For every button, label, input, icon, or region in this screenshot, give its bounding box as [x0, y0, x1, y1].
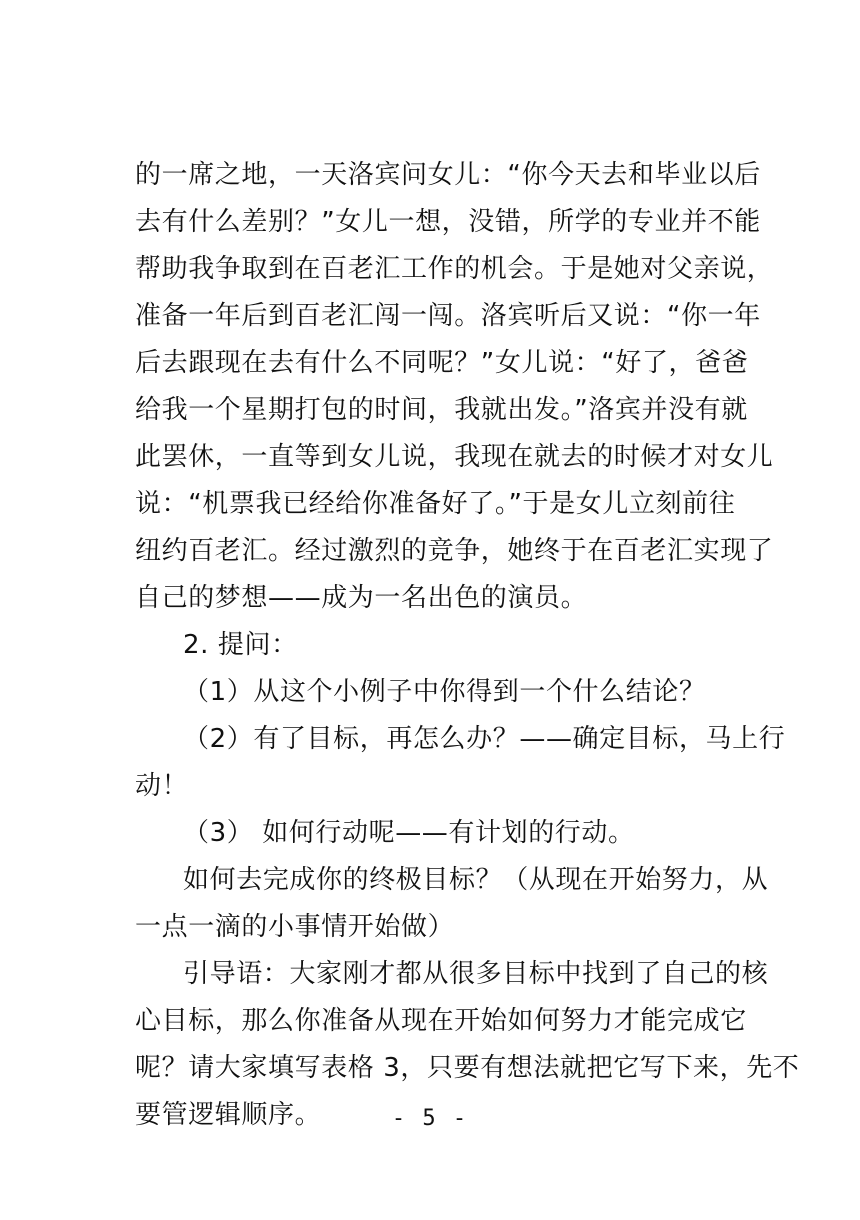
text-line: 的一席之地，一天洛宾问女儿：“你今天去和毕业以后 — [135, 160, 761, 190]
text-line: 动！ — [135, 771, 189, 801]
text-line: 心目标，那么你准备从现在开始如何努力才能完成它 — [135, 1006, 747, 1036]
question-item: （1）从这个小例子中你得到一个什么结论？ — [183, 677, 706, 707]
text-line: 准备一年后到百老汇闯一闯。洛宾听后又说：“你一年 — [135, 301, 761, 331]
section-heading: 2. 提问： — [183, 630, 298, 660]
text-line: 要管逻辑顺序。 — [135, 1100, 322, 1130]
page-number: - 5 - — [391, 1106, 469, 1131]
text-line: 去有什么差别？”女儿一想，没错，所学的专业并不能 — [135, 207, 761, 237]
text-line: 呢？请大家填写表格 3，只要有想法就把它写下来，先不 — [135, 1053, 800, 1083]
text-line: 说：“机票我已经给你准备好了。”于是女儿立刻前往 — [135, 489, 736, 519]
text-line: 给我一个星期打包的时间，我就出发。”洛宾并没有就 — [135, 395, 748, 425]
text-line: 帮助我争取到在百老汇工作的机会。于是她对父亲说， — [135, 254, 774, 284]
paragraph-start: 如何去完成你的终极目标？（从现在开始努力，从 — [183, 865, 769, 895]
question-item: （2）有了目标，再怎么办？——确定目标，马上行 — [183, 724, 786, 754]
paragraph-start: 引导语：大家刚才都从很多目标中找到了自己的核 — [183, 959, 769, 989]
text-line: 一点一滴的小事情开始做） — [135, 912, 455, 942]
document-body — [135, 152, 800, 1139]
question-item: （3） 如何行动呢——有计划的行动。 — [183, 818, 635, 848]
text-line: 纽约百老汇。经过激烈的竞争，她终于在百老汇实现了 — [135, 536, 774, 566]
text-line: 此罢休，一直等到女儿说，我现在就去的时候才对女儿 — [135, 442, 774, 472]
text-line: 自己的梦想——成为一名出色的演员。 — [135, 583, 588, 613]
text-line: 后去跟现在去有什么不同呢？”女儿说：“好了，爸爸 — [135, 348, 749, 378]
